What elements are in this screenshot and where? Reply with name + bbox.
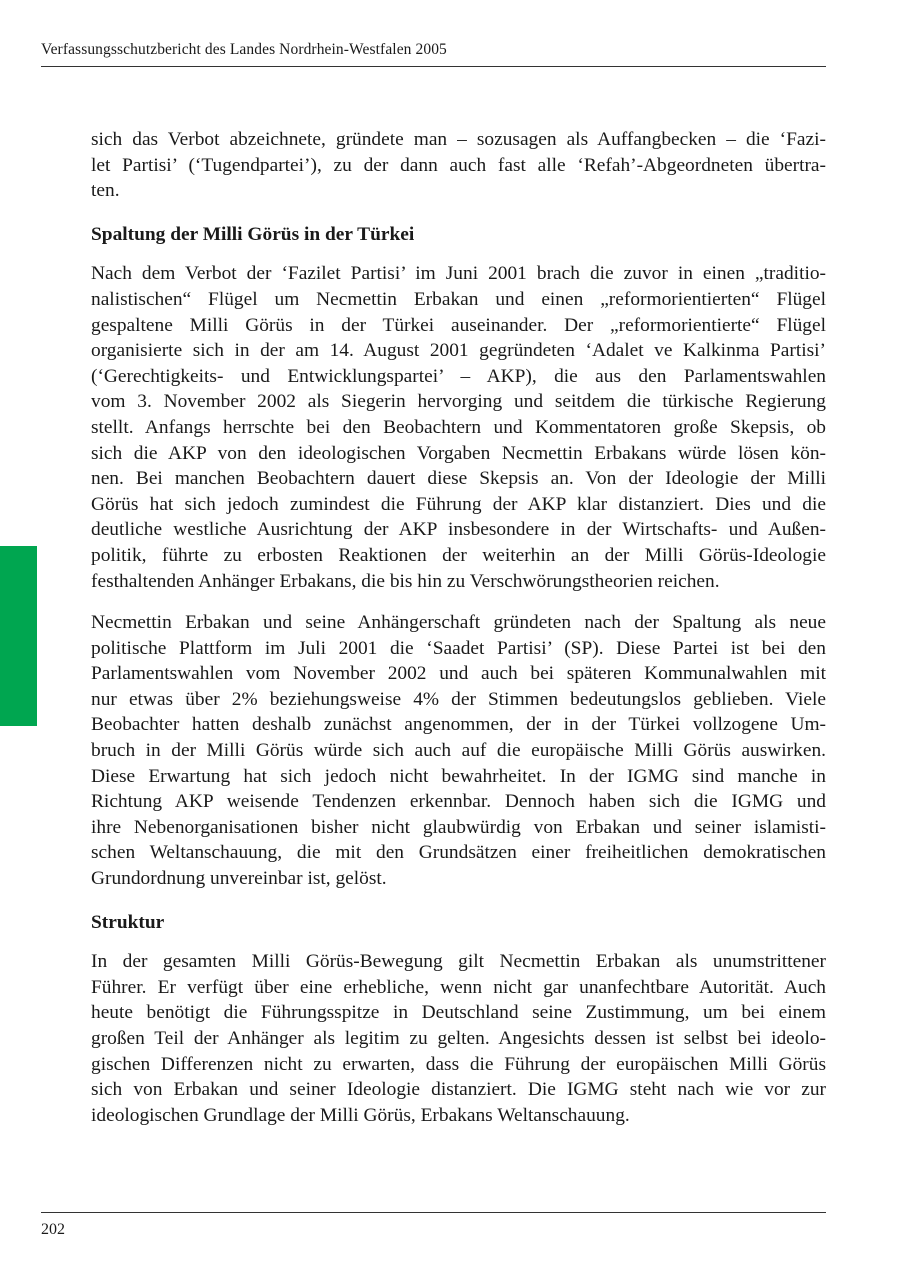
paragraph-1 <box>91 127 826 204</box>
text-line: sich das Verbot abzeichnete, gründete man – sozusagen als Auffangbecken – die ‘Fazi- <box>91 129 826 150</box>
text-line: politische Plattform im Juli 2001 die ‘Saadet Partisi’ (SP). Diese Partei ist bei den <box>91 637 826 659</box>
text-line: gespaltene Milli Görüs in der Türkei auseinander. Der „reformorientierte“ Flügel <box>91 314 826 336</box>
text-line: vom 3. November 2002 als Siegerin hervorging und seitdem die türkische Regierung <box>91 391 826 413</box>
text-line: sich von Erbakan und seiner Ideologie distanziert. Die IGMG steht nach wie vor zur <box>91 1079 826 1101</box>
text-line: schen Weltanschauung, die mit den Grundsätzen einer freiheitlichen demokratischen <box>91 842 826 864</box>
text-line: Necmettin Erbakan und seine Anhängerschaft gründeten nach der Spaltung als neue <box>91 612 826 634</box>
paragraph-3 <box>91 610 826 892</box>
text-line: Parlamentswahlen vom November 2002 und auch bei späteren Kommunalwahlen mit <box>91 663 826 685</box>
text-line: organisierte sich in der am 14. August 2001 gegründeten ‘Adalet ve Kalkinma Partisi’ <box>91 340 826 362</box>
text-line: politik, führte zu erbosten Reaktionen der weiterhin an der Milli Görüs-Ideologie <box>91 544 826 566</box>
text-line: stellt. Anfangs herrschte bei den Beobachtern und Kommentatoren große Skepsis, ob <box>91 416 826 438</box>
text-line: Nach dem Verbot der ‘Fazilet Partisi’ im Juni 2001 brach die zuvor in einen „traditio- <box>91 263 826 285</box>
text-line: In der gesamten Milli Görüs-Bewegung gilt Necmettin Erbakan als unumstrittener <box>91 951 826 973</box>
section-heading-struktur: Struktur <box>91 911 165 933</box>
text-line: sich die AKP von den ideologischen Vorgaben Necmettin Erbakans würde lösen kön- <box>91 442 826 464</box>
text-line: nur etwas über 2% beziehungsweise 4% der Stimmen bedeutungslos geblieben. Viele <box>91 688 826 710</box>
section-heading-spaltung: Spaltung der Milli Görüs in der Türkei <box>91 223 415 245</box>
text-line: ihre Nebenorganisationen bisher nicht glaubwürdig von Erbakan und seiner islamisti- <box>91 816 826 838</box>
text-line: let Partisi’ (‘Tugendpartei’), zu der dann auch fast alle ‘Refah’-Abgeordneten übertra- <box>91 154 826 176</box>
text-line: Görüs hat sich jedoch zumindest die Führung der AKP klar distanziert. Dies und die <box>91 493 826 515</box>
text-line: ideologischen Grundlage der Milli Görüs, Erbakans Weltanschauung. <box>91 1104 630 1126</box>
header-divider <box>41 66 826 67</box>
text-line: Grundordnung unvereinbar ist, gelöst. <box>91 868 387 890</box>
text-line: Diese Erwartung hat sich jedoch nicht bewahrheitet. In der IGMG sind manche in <box>91 765 826 787</box>
text-line: (‘Gerechtigkeits- und Entwicklungspartei’ – AKP), die aus den Parlamentswahlen <box>91 365 826 387</box>
footer-divider <box>41 1212 826 1213</box>
running-header: Verfassungsschutzbericht des Landes Nordrhein-Westfalen 2005 <box>41 41 447 58</box>
paragraph-4 <box>91 949 826 1128</box>
page-body <box>91 127 826 1128</box>
text-line: Beobachter hatten deshalb zunächst angenommen, der in der Türkei vollzogene Um- <box>91 714 826 736</box>
text-line: Richtung AKP weisende Tendenzen erkennbar. Dennoch haben sich die IGMG und <box>91 791 826 813</box>
text-line: ten. <box>91 180 120 202</box>
paragraph-2 <box>91 261 826 594</box>
section-tab-marker <box>0 546 37 726</box>
page-number: 202 <box>41 1221 65 1238</box>
text-line: deutliche westliche Ausrichtung der AKP insbesondere in der Wirtschafts- und Außen- <box>91 519 826 541</box>
text-line: bruch in der Milli Görüs würde sich auch auf die europäische Milli Görüs auswirken. <box>91 740 826 762</box>
text-line: Führer. Er verfügt über eine erhebliche, wenn nicht gar unanfechtbare Autorität. Auch <box>91 976 826 998</box>
text-line: nen. Bei manchen Beobachtern dauert diese Skepsis an. Von der Ideologie der Milli <box>91 468 826 490</box>
text-line: heute benötigt die Führungsspitze in Deutschland seine Zustimmung, um bei einem <box>91 1002 826 1024</box>
text-line: gischen Differenzen nicht zu erwarten, dass die Führung der europäischen Milli Görüs <box>91 1053 826 1075</box>
text-line: nalistischen“ Flügel um Necmettin Erbakan und einen „reformorientierten“ Flügel <box>91 288 826 310</box>
text-line: großen Teil der Anhänger als legitim zu gelten. Angesichts dessen ist selbst bei ideolo- <box>91 1028 826 1049</box>
text-line: festhaltenden Anhänger Erbakans, die bis hin zu Verschwörungstheorien reichen. <box>91 570 720 592</box>
